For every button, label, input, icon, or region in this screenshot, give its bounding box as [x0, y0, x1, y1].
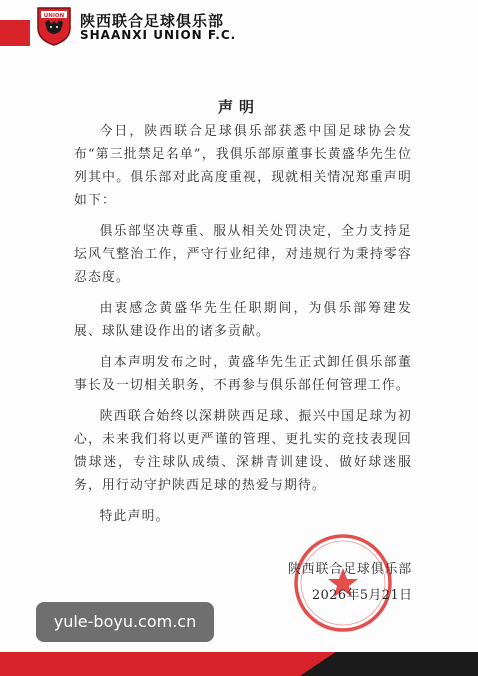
document-title: 声明: [217, 98, 260, 116]
paragraph: 特此声明。: [99, 509, 170, 524]
paragraph: 陕西联合始终以深耕陕西足球、振兴中国足球为初心，未来我们将以更严谨的管理、更扎实的竞技表现回馈球迷，专注球队成绩、深耕青训建设、做好球迷服务，用行动守护陕西足球的热爱与期待。: [74, 409, 412, 493]
official-seal-icon: [292, 532, 394, 634]
header-red-bar: [0, 20, 30, 46]
wolf-crest-icon: [36, 6, 72, 46]
paragraph: 今日，陕西联合足球俱乐部获悉中国足球协会发布“第三批禁足名单”，我俱乐部原董事长黄盛华先生位列其中。俱乐部对此高度重视，现就相关情况郑重声明如下：: [74, 124, 412, 208]
signature-date: 2026年5月21日: [312, 588, 413, 603]
club-name-en: SHAANXI UNION F.C.: [80, 28, 237, 42]
logo-text: UNION: [43, 13, 65, 19]
paragraph: 自本声明发布之时，黄盛华先生正式卸任俱乐部董事长及一切相关职务，不再参与俱乐部任何管理工作。: [74, 355, 412, 393]
club-header: [0, 0, 478, 50]
paragraph: 俱乐部坚决尊重、服从相关处罚决定，全力支持足坛风气整治工作，严守行业纪律，对违规行为秉持零容忍态度。: [74, 224, 412, 285]
document-body: [74, 120, 412, 536]
club-name-cn: 陕西联合足球俱乐部: [80, 12, 225, 30]
signature-organization: 陕西联合足球俱乐部: [288, 562, 413, 577]
paragraph: 由衷感念黄盛华先生任职期间，为俱乐部筹建发展、球队建设作出的诸多贡献。: [74, 301, 412, 339]
watermark-badge: yule-boyu.com.cn: [36, 602, 214, 642]
